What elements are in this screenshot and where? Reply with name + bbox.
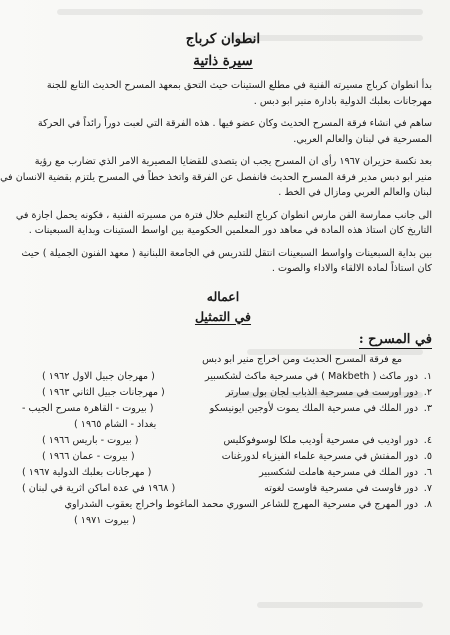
role-text: دور الملك في مسرحية الملك يموت لأوجين ايونيسكو xyxy=(209,402,418,414)
role-number: ٣. xyxy=(423,402,432,414)
role-venue: ( بيروت ١٩٧١ ) xyxy=(74,514,136,526)
bio-paragraph-5 xyxy=(14,246,432,277)
bio-heading: سيرة ذاتية xyxy=(193,53,253,69)
theatre-heading xyxy=(14,331,432,349)
bio-line: ساهم في انشاء فرقة المسرح الحديث وكان عضو فيها . هذه الفرقة التي لعبت دوراً رائداً في الحركة xyxy=(37,118,432,129)
bio-line: المسرحية في لبنان والعالم العربي. xyxy=(293,133,432,145)
role-venue: بغداد - الشام ١٩٦٥ ) xyxy=(74,418,157,430)
role-item xyxy=(14,497,432,513)
role-venue: ( بيروت - باريس ١٩٦٦ ) xyxy=(42,434,139,446)
role-item-continued xyxy=(14,417,432,433)
role-item xyxy=(14,433,432,449)
acting-heading: في التمثيل xyxy=(194,308,252,324)
role-number: ٢. xyxy=(423,386,432,398)
role-text: دور اوديب في مسرحية أوديب ملكا لوسوفوكليس xyxy=(223,434,418,446)
role-number: ٤. xyxy=(423,434,432,446)
role-venue: ( مهرجانات جبيل الثاني ١٩٦٣ ) xyxy=(42,386,165,398)
bio-line: التاريخ كان استاذ هذه المادة في معاهد دور المعلمين الحكومية بين اواسط الستينات وبداية السبعينات . xyxy=(28,225,432,236)
role-venue: ( بيروت - عمان ١٩٦٦ ) xyxy=(42,450,135,462)
role-item xyxy=(14,449,432,465)
works-heading: اعماله xyxy=(206,288,240,304)
bio-line: منير ابو دبس مدير فرقة المسرح الحديث فانفصل عن الفرقة واتخذ خطاً في المسرح يلتزم بقضية الانسان في xyxy=(0,171,432,183)
role-item xyxy=(14,385,432,401)
role-item xyxy=(14,465,432,481)
role-venue: ( مهرجان جبيل الاول ١٩٦٢ ) xyxy=(42,370,155,382)
bio-line: مهرجانات بعلبك الدولية بادارة منير ابو دبس . xyxy=(253,95,432,107)
role-item-continued xyxy=(14,513,432,529)
role-number: ٨. xyxy=(423,498,432,510)
role-number: ١. xyxy=(423,370,432,382)
role-number: ٥. xyxy=(423,450,432,462)
bio-line: بدأ انطوان كرباج مسيرته الفنية في مطلع الستينات حيث التحق بمعهد المسرح الحديث التابع للجنة xyxy=(46,80,432,91)
page-title: انطوان كرباج xyxy=(185,31,261,47)
role-venue: ( ١٩٦٨ في عدة اماكن اثرية في لبنان ) xyxy=(22,482,176,494)
bio-paragraph-1 xyxy=(14,78,432,109)
bio-paragraph-3 xyxy=(0,154,432,201)
bio-line: لبنان والعالم العربي ومازال في الخط . xyxy=(278,187,432,198)
role-text: دور المهرج في مسرحية المهرج للشاعر السوري محمد الماغوط واخراج يعقوب الشدراوي xyxy=(64,498,418,510)
role-text: دور اورست في مسرحية الذباب لجان بول سارتر xyxy=(225,386,418,398)
roles-list xyxy=(14,369,432,529)
role-item xyxy=(14,369,432,385)
theatre-intro: مع فرقة المسرح الحديث ومن اخراج منير ابو دبس xyxy=(202,353,402,365)
role-text: دور الملك في مسرحية هاملت لشكسبير xyxy=(259,466,418,478)
role-text: دور فاوست في مسرحية فاوست لغوته xyxy=(264,482,418,494)
role-venue: ( مهرجانات بعلبك الدولية ١٩٦٧ ) xyxy=(22,466,152,478)
role-item xyxy=(14,401,432,417)
bio-paragraph-4 xyxy=(14,208,432,239)
role-number: ٦. xyxy=(423,466,432,478)
bio-line: بعد نكسة حزيران ١٩٦٧ رأى ان المسرح يجب ان يتصدى للقضايا المصيرية الامر الذي تضارب مع رؤية xyxy=(34,156,432,167)
bio-line: بين بداية السبعينات واواسط السبعينات انتقل للتدريس في الجامعة اللبنانية ( معهد الفنون الجميلة ) حيث xyxy=(21,247,432,259)
bio-line: الى جانب ممارسة الفن مارس انطوان كرباج التعليم خلال فترة من مسيرته الفنية ، فكونه يحمل اجازة في xyxy=(15,209,432,221)
bio-line: كان استاذاً لمادة الالقاء والاداء والصوت . xyxy=(271,263,432,274)
document-body xyxy=(0,30,432,529)
role-number: ٧. xyxy=(423,482,432,494)
role-text: دور المفتش في مسرحية علماء الفيزياء لدورغنات xyxy=(221,450,418,462)
role-item xyxy=(14,481,432,497)
theatre-heading-text: في المسرح : xyxy=(358,331,432,347)
role-text: دور ماكث ( Makbeth ) في مسرحية ماكث لشكسبير xyxy=(204,370,418,382)
role-venue: ( بيروت - القاهرة مسرح الجيب - xyxy=(22,402,154,414)
bio-paragraph-2 xyxy=(14,116,432,147)
